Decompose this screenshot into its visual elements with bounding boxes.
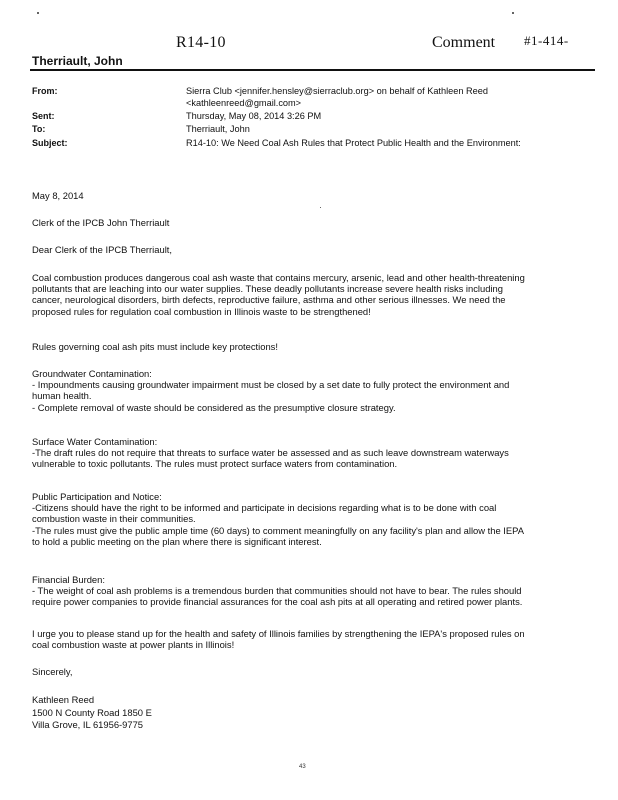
- sent-value: Thursday, May 08, 2014 3:26 PM: [186, 111, 322, 121]
- intro-line: cancer, neurological disorders, birth defects, reproductive failure, asthma and other serious illnesses. We need the: [32, 294, 506, 306]
- letter-recipient: Clerk of the IPCB John Therriault: [32, 217, 170, 228]
- letter-date: May 8, 2014: [32, 190, 84, 201]
- scan-speck: [37, 12, 39, 14]
- section-line: - Complete removal of waste should be considered as the presumptive closure strategy.: [32, 401, 396, 413]
- intro-line: pollutants that are leaching into our water supplies. These deadly pollutants increase severe health risks including: [32, 283, 503, 295]
- subject-label: Subject:: [32, 138, 68, 148]
- section-line: - The weight of coal ash problems is a tremendous burden that communities should not have to bear. The rules should: [32, 585, 522, 597]
- signature-city: Villa Grove, IL 61956-9775: [32, 719, 144, 730]
- intro-paragraph: [32, 272, 577, 317]
- letter-salutation: Dear Clerk of the IPCB Therriault,: [32, 244, 172, 255]
- comment-stamp-label: Comment: [432, 34, 496, 51]
- intro-line: Coal combustion produces dangerous coal ash waste that contains mercury, arsenic, lead and other health-threatening: [32, 272, 525, 283]
- page-number: 43: [299, 764, 306, 770]
- header-divider: [30, 69, 595, 71]
- section-heading: Surface Water Contamination:: [32, 436, 158, 447]
- from-line-2: <kathleenreed@gmail.com>: [186, 98, 302, 108]
- sent-label: Sent:: [32, 111, 55, 121]
- from-line-1: Sierra Club <jennifer.hensley@sierraclub.org> on behalf of Kathleen Reed: [186, 86, 488, 96]
- section-line: vulnerable to toxic pollutants. The rules must protect surface waters from contamination.: [32, 458, 398, 470]
- intro-line: proposed rules for regulation coal combustion in Illinois waste to be strengthened!: [32, 305, 371, 317]
- section-line: combustion waste in their communities.: [32, 513, 196, 525]
- groundwater-section: [32, 368, 577, 413]
- signature-name: Kathleen Reed: [32, 694, 95, 705]
- section-line: require power companies to provide financial assurances for the coal ash pits at all operating and retired power plants.: [32, 596, 523, 608]
- from-value: [186, 85, 586, 109]
- section-line: to hold a public meeting on the plan where there is significant interest.: [32, 535, 322, 547]
- closing-paragraph: [32, 628, 577, 650]
- rules-intro: Rules governing coal ash pits must include key protections!: [32, 341, 278, 352]
- scan-speck: [512, 12, 514, 14]
- section-heading: Groundwater Contamination:: [32, 368, 152, 379]
- recipient-header: Therriault, John: [32, 54, 123, 68]
- comment-stamp-number: #1-414-: [524, 33, 569, 48]
- to-label: To:: [32, 124, 46, 134]
- signature-address: 1500 N County Road 1850 E: [32, 706, 152, 718]
- scan-speck: [320, 207, 321, 208]
- to-value: Therriault, John: [186, 124, 250, 134]
- closing-line: I urge you to please stand up for the health and safety of Illinois families by strengthening the IEPA's proposed rules on: [32, 628, 525, 639]
- from-label: From:: [32, 86, 58, 96]
- subject-value: R14-10: We Need Coal Ash Rules that Protect Public Health and the Environment:: [186, 138, 521, 148]
- signature-block: [32, 694, 577, 732]
- surface-water-section: [32, 436, 577, 470]
- signoff: Sincerely,: [32, 666, 73, 677]
- section-line: -Citizens should have the right to be informed and participate in decisions regarding what is to be done with coal: [32, 502, 497, 514]
- public-participation-section: [32, 491, 577, 547]
- section-line: human health.: [32, 390, 92, 402]
- financial-burden-section: [32, 574, 577, 608]
- section-heading: Financial Burden:: [32, 574, 105, 585]
- closing-line: coal combustion waste at power plants in Illinois!: [32, 639, 235, 651]
- section-line: - Impoundments causing groundwater impairment must be closed by a set date to fully protect the environment and: [32, 379, 510, 391]
- section-line: -The rules must give the public ample time (60 days) to comment meaningfully on any facility's plan and allow the IEPA: [32, 524, 524, 536]
- section-heading: Public Participation and Notice:: [32, 491, 162, 502]
- docket-stamp: R14-10: [176, 34, 226, 51]
- section-line: -The draft rules do not require that threats to surface water be assessed and as such leave downstream waterways: [32, 447, 509, 459]
